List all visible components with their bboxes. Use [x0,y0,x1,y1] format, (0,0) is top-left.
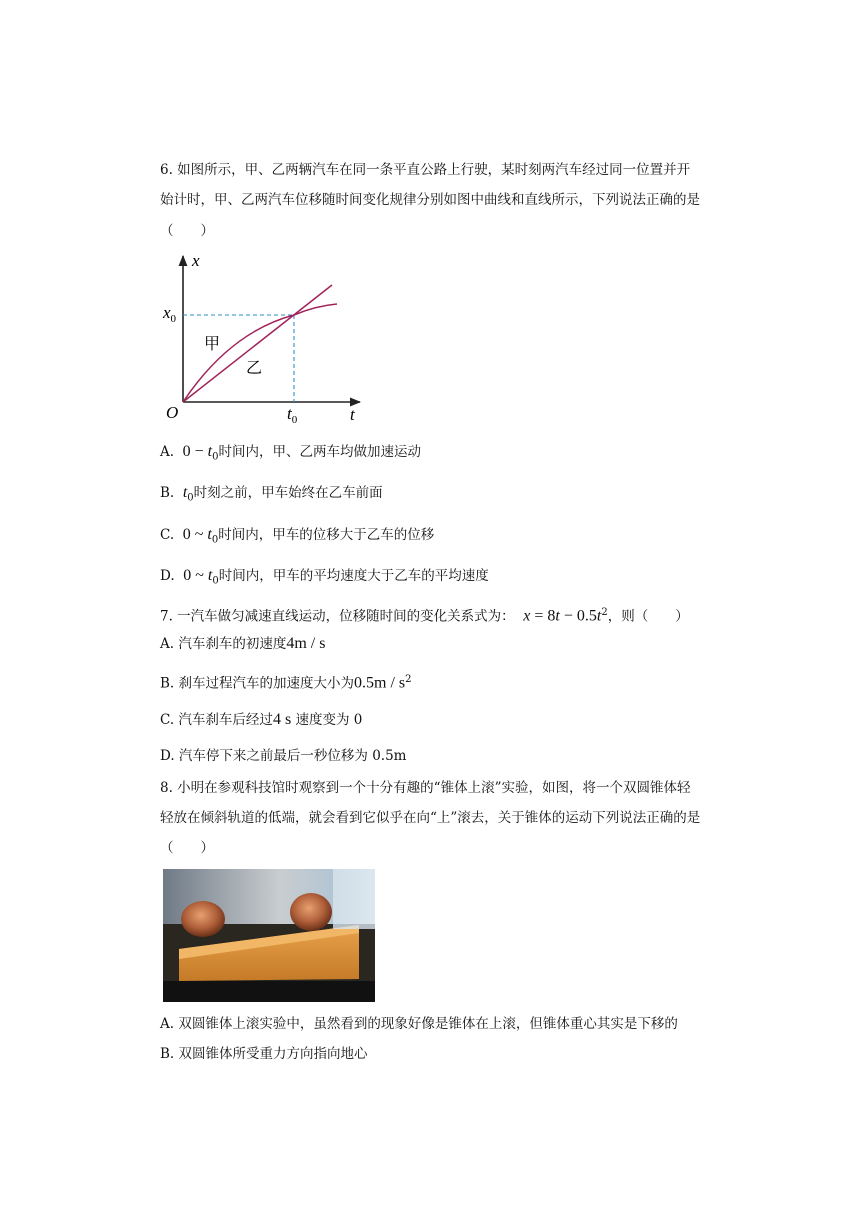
q8-stem-line1: 8. 小明在参观科技馆时观察到一个十分有趣的“锥体上滚”实验，如图，将一个双圆锥体轻 [160,780,691,796]
yi-label: 乙 [246,358,263,377]
q7-option-c[interactable]: C. 汽车刹车后经过4 s 速度变为 0 [160,711,363,728]
origin-label: O [166,403,179,422]
q8-option-b[interactable]: B. 双圆锥体所受重力方向指向地心 [160,1046,368,1062]
q6-option-d[interactable]: D. 0 ~ $t_0$时间内，甲车的平均速度大于乙车的平均速度 [160,567,489,587]
jia-curve [183,304,337,402]
q6-option-c[interactable]: C. 0 ~ $t_0$时间内，甲车的位移大于乙车的位移 [160,526,435,546]
y-axis-label: x [192,252,200,270]
q8-option-a[interactable]: A. 双圆锥体上滚实验中，虽然看到的现象好像是锥体在上滚，但锥体重心其实是下移的 [160,1016,678,1032]
q6-answer-paren: （ ） [160,223,214,239]
q6-option-b[interactable]: B. $t_0$时刻之前，甲车始终在乙车前面 [160,484,383,504]
double-cone-experiment-photo [163,869,375,1002]
q6-stem-line2: 始计时，甲、乙两汽车位移随时间变化规律分别如图中曲线和直线所示，下列说法正确的是 [160,192,700,208]
q8-stem-line2: 轻放在倾斜轨道的低端，就会看到它似乎在向“上”滚去，关于锥体的运动下列说法正确的是 [160,810,701,826]
q6-position-time-graph [160,252,370,427]
x-axis-label: t [350,405,355,424]
q8-answer-paren: （ ） [160,840,214,856]
x0-label: $x_0$ [163,303,177,325]
q7-option-d[interactable]: D. 汽车停下来之前最后一秒位移为 0.5m [160,748,407,764]
jia-label: 甲 [204,334,221,353]
t0-label: $t_0$ [287,404,298,426]
q6-option-a[interactable]: A. $0 - t_0$时间内，甲、乙两车均做加速运动 [160,443,421,463]
q6-stem-line1: 6. 如图所示，甲、乙两辆汽车在同一条平直公路上行驶，某时刻两汽车经过同一位置并开 [160,162,691,178]
q7-stem: 7. 一汽车做匀减速直线运动，位移随时间的变化关系式为： $x = 8t - 0.5t^2$，则（ ） [160,607,689,625]
q7-option-a[interactable]: A. 汽车刹车的初速度4m / s [160,635,326,652]
q7-option-b[interactable]: B. 刹车过程汽车的加速度大小为$0.5m / s^2$ [160,674,412,692]
